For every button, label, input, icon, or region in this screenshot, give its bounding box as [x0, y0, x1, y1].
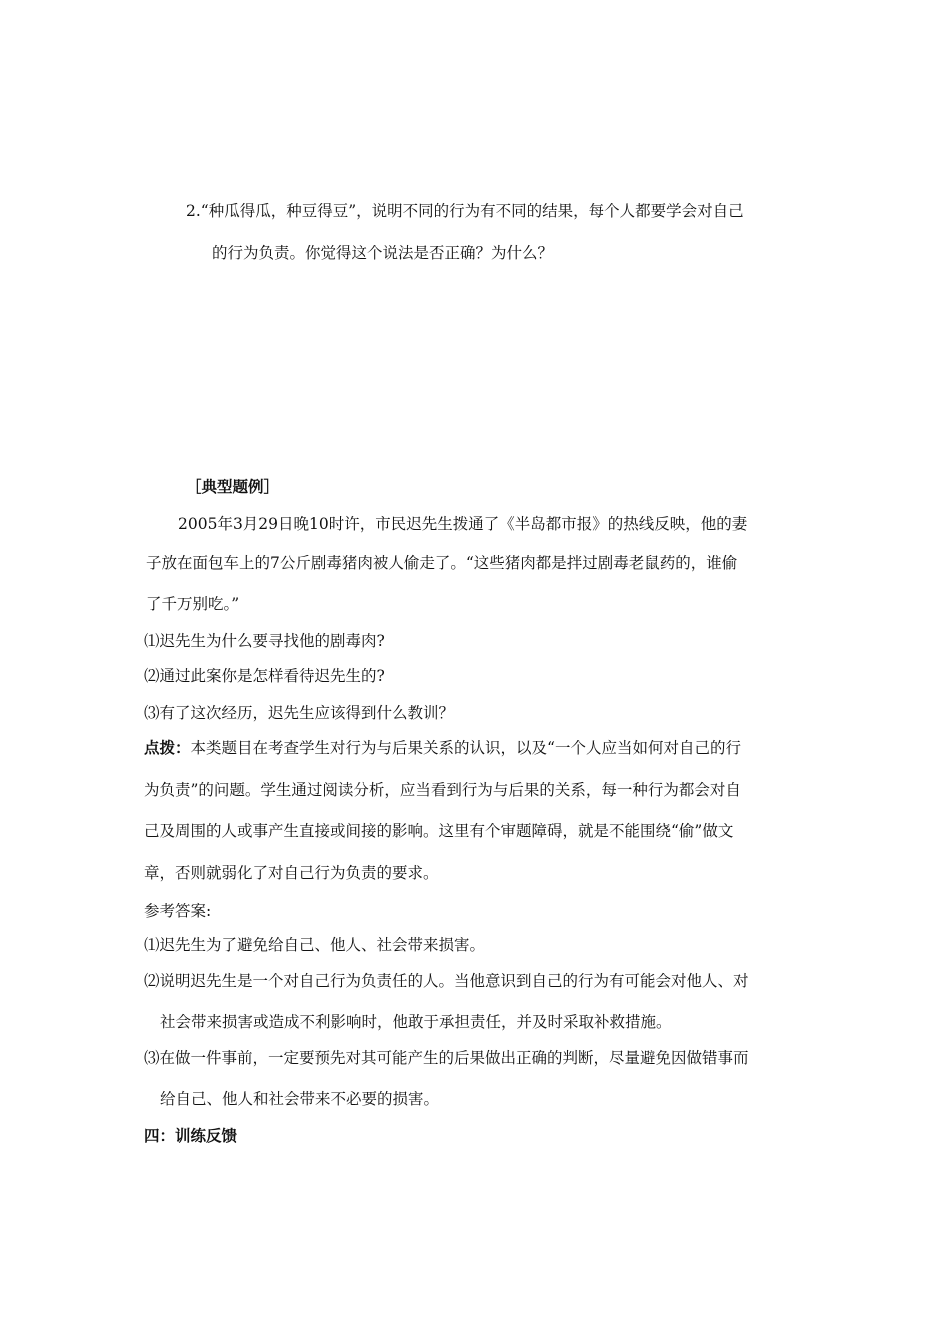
question-item-3: ⑶有了这次经历，迟先生应该得到什么教训？: [144, 704, 455, 722]
question-2-line-1: 2.“种瓜得瓜，种豆得豆”，说明不同的行为有不同的结果，每个人都要学会对自己: [186, 202, 744, 220]
section-4-heading: 四：训练反馈: [144, 1127, 238, 1145]
answer-item-1: ⑴迟先生为了避免给自己、他人、社会带来损害。: [144, 936, 486, 954]
hint-line-4: 章，否则就弱化了对自己行为负责的要求。: [144, 864, 439, 882]
question-2-line-2: 的行为负责。你觉得这个说法是否正确？为什么？: [212, 244, 554, 262]
answer-item-3-line-2: 给自己、他人和社会带来不必要的损害。: [160, 1090, 440, 1108]
answer-label: 参考答案:: [144, 902, 212, 920]
answer-item-2-line-1: ⑵说明迟先生是一个对自己行为负责任的人。当他意识到自己的行为有可能会对他人、对: [144, 972, 749, 990]
example-heading: ［典型题例］: [186, 478, 280, 496]
hint-line-1: [144, 741, 741, 757]
question-item-1: ⑴迟先生为什么要寻找他的剧毒肉?: [144, 632, 385, 650]
answer-item-2-line-2: 社会带来损害或造成不利影响时，他敢于承担责任，并及时采取补救措施。: [160, 1013, 672, 1031]
answer-item-3-line-1: ⑶在做一件事前，一定要预先对其可能产生的后果做出正确的判断，尽量避免因做错事而: [144, 1049, 749, 1067]
hint-text-1: 本类题目在考查学生对行为与后果关系的认识，以及“一个人应当如何对自己的行: [190, 739, 741, 757]
story-line-3: 了千万别吃。”: [146, 595, 240, 613]
story-line-2: 子放在面包车上的7公斤剧毒猪肉被人偷走了。“这些猪肉都是拌过剧毒老鼠药的，谁偷: [146, 554, 738, 572]
question-item-2: ⑵通过此案你是怎样看待迟先生的?: [144, 667, 385, 685]
hint-label: 点拨：: [144, 739, 191, 757]
story-line-1: 2005年3月29日晚10时许，市民迟先生拨通了《半岛都市报》的热线反映，他的妻: [178, 515, 748, 533]
hint-line-2: 为负责”的问题。学生通过阅读分析，应当看到行为与后果的关系，每一种行为都会对自: [144, 781, 741, 799]
hint-line-3: 己及周围的人或事产生直接或间接的影响。这里有个审题障碍，就是不能围绕“偷”做文: [144, 822, 734, 840]
